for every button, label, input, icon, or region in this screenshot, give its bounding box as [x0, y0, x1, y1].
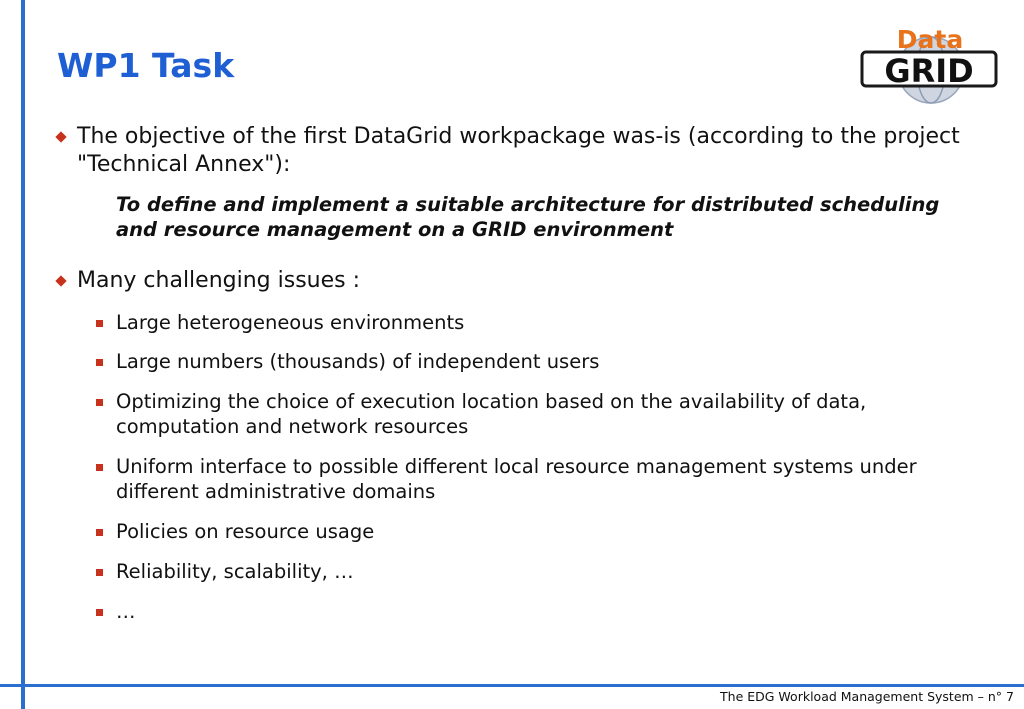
- bullet-issues-text: Many challenging issues :: [77, 268, 361, 293]
- list-item-text: Large numbers (thousands) of independent users: [116, 350, 600, 373]
- square-bullet-icon: [96, 464, 103, 471]
- list-item-text: Policies on resource usage: [116, 520, 375, 543]
- list-item-text: Optimizing the choice of execution location based on the availability of data, computation and network resources: [116, 390, 867, 438]
- task-quote: To define and implement a suitable architecture for distributed scheduling and resource management on a GRID environment: [116, 193, 940, 241]
- slide-footer: The EDG Workload Management System – n° 7: [720, 689, 1014, 704]
- square-bullet-icon: [96, 359, 103, 366]
- bullet-objective-text: The objective of the first DataGrid workpackage was-is (according to the project "Technical Annex"):: [77, 124, 960, 177]
- square-bullet-icon: [96, 569, 103, 576]
- slide-title: WP1 Task: [57, 46, 235, 85]
- square-bullet-icon: [96, 609, 103, 616]
- list-item-text: …: [116, 600, 136, 623]
- square-bullet-icon: [96, 529, 103, 536]
- bottom-rule: [0, 684, 1024, 687]
- logo-grid-text: GRID: [884, 52, 974, 90]
- datagrid-logo: [858, 22, 1004, 112]
- diamond-bullet-icon: [55, 131, 66, 142]
- logo-data-text: Data: [896, 25, 964, 54]
- square-bullet-icon: [96, 399, 103, 406]
- list-item-text: Reliability, scalability, …: [116, 560, 354, 583]
- list-item-text: Uniform interface to possible different local resource management systems under different administrative domains: [116, 455, 917, 503]
- diamond-bullet-icon: [55, 275, 66, 286]
- square-bullet-icon: [96, 320, 103, 327]
- list-item-text: Large heterogeneous environments: [116, 311, 465, 334]
- left-rule: [21, 0, 25, 709]
